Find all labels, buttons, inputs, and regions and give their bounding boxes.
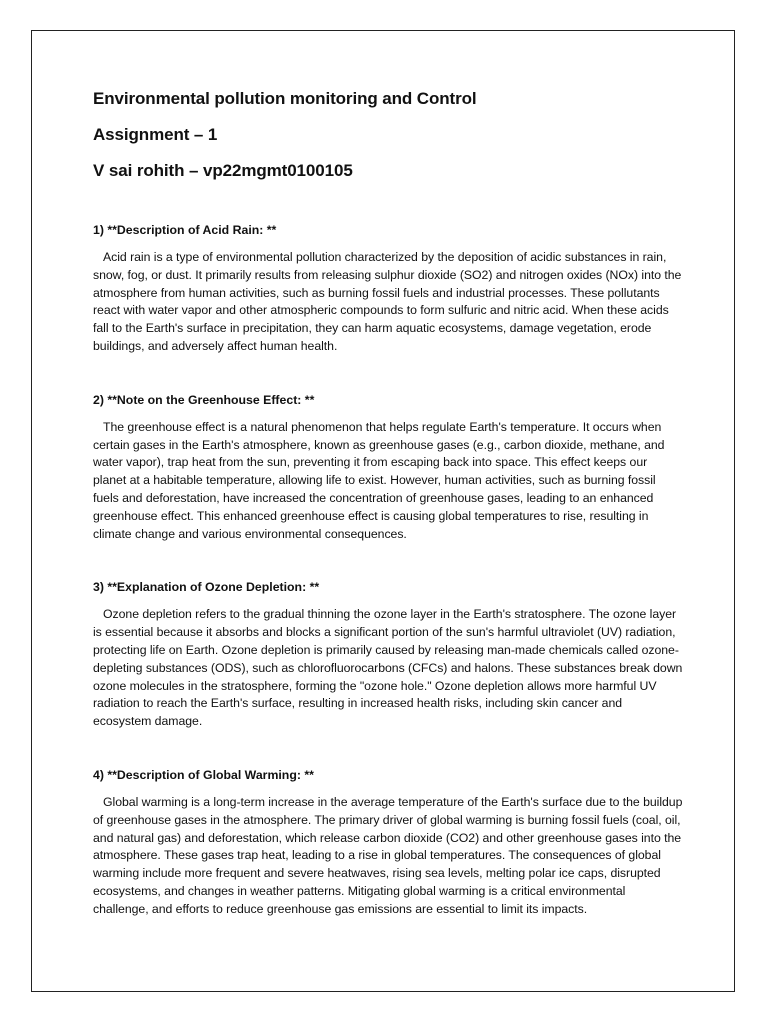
section-body: Ozone depletion refers to the gradual thinning the ozone layer in the Earth's stratosphere. The ozone layer is essential because it absorbs and blocks a significant portion of the sun's harmful ultraviolet (UV) radiation, protecting life on Earth. Ozone depletion is primarily caused by releasing man-made chemicals called ozone-depleting substances (ODS), such as chlorofluorocarbons (CFCs) and halons. These substances break down ozone molecules in the stratosphere, forming the "ozone hole." Ozone depletion allows more harmful UV radiation to reach the Earth's surface, resulting in increased health risks, including skin cancer and ecosystem damage. [93, 607, 683, 729]
section-heading: 3) **Explanation of Ozone Depletion: ** [93, 580, 320, 595]
section-heading: 4) **Description of Global Warming: ** [93, 767, 314, 782]
document-content [93, 88, 683, 955]
section-global-warming [93, 767, 683, 919]
section-body: The greenhouse effect is a natural phenomenon that helps regulate Earth's temperature. It occurs when certain gases in the Earth's atmosphere, known as greenhouse gases (e.g., carbon dioxide, methane, and water vapor), trap heat from the sun, preventing it from escaping back into space. This effect keeps our planet at a habitable temperature, allowing life to exist. However, human activities, such as burning fossil fuels and deforestation, have increased the concentration of greenhouse gases, leading to an enhanced greenhouse effect. This enhanced greenhouse effect is causing global temperatures to rise, resulting in climate change and various environmental consequences. [93, 419, 665, 541]
document-title: Environmental pollution monitoring and Control [93, 89, 477, 108]
section-heading: 2) **Note on the Greenhouse Effect: ** [93, 392, 315, 407]
section-heading: 1) **Description of Acid Rain: ** [93, 223, 277, 237]
title-block [93, 88, 683, 182]
author-line: V sai rohith – vp22mgmt0100105 [93, 161, 353, 180]
assignment-label: Assignment – 1 [93, 125, 218, 144]
section-body: Global warming is a long-term increase in the average temperature of the Earth's surface due to the buildup of greenhouse gases in the atmosphere. The primary driver of global warming is burning fossil fuels (coal, oil, and natural gas) and deforestation, which release carbon dioxide (CO2) and other greenhouse gases into the atmosphere. These gases trap heat, leading to a rise in global temperatures. The consequences of global warming include more frequent and severe heatwaves, rising sea levels, melting polar ice caps, disrupted ecosystems, and changes in weather patterns. Mitigating global warming is a critical environmental challenge, and efforts to reduce greenhouse gas emissions are essential to limit its impacts. [93, 794, 683, 916]
section-greenhouse-effect [93, 392, 683, 544]
section-body: Acid rain is a type of environmental pollution characterized by the deposition of acidic substances in rain, snow, fog, or dust. It primarily results from releasing sulphur dioxide (SO2) and nitrogen oxides (NOx) into the atmosphere from human activities, such as burning fossil fuels and industrial processes. These pollutants react with water vapor and other atmospheric compounds to form sulfuric and nitric acid. When these acids fall to the Earth's surface in precipitation, they can harm aquatic ecosystems, damage vegetation, erode buildings, and adversely affect human health. [93, 250, 682, 353]
section-acid-rain [93, 222, 683, 356]
section-ozone-depletion [93, 579, 683, 731]
